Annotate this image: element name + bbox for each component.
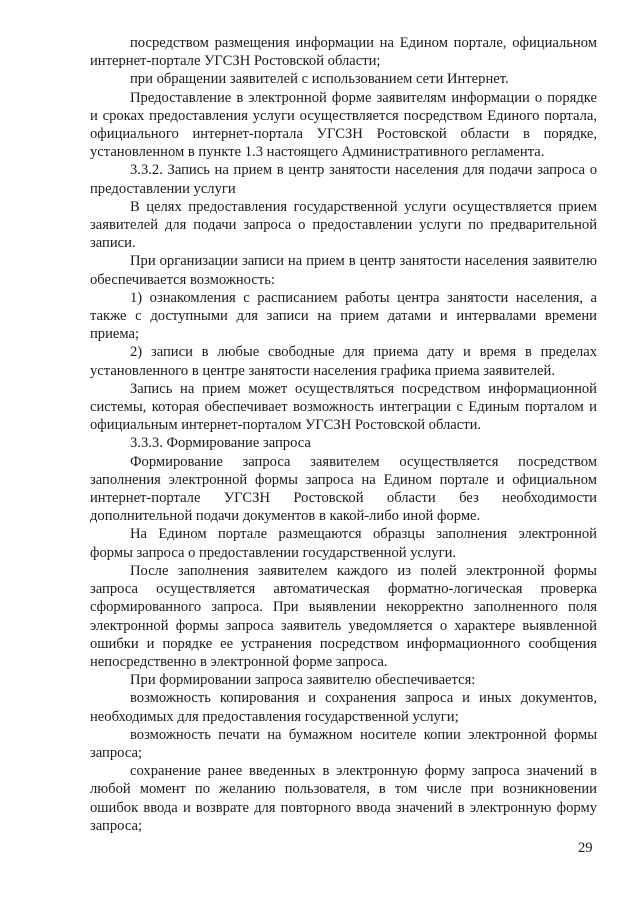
paragraph: На Едином портале размещаются образцы заполнения электронной формы запроса о предоставлении государственной услуги. [90,526,597,561]
list-item: 2) записи в любые свободные для приема дату и время в пределах установленного в центре занятости населения графика приема заявителей. [90,344,597,379]
section-heading: 3.3.2. Запись на прием в центр занятости населения для подачи запроса о предоставлении услуги [90,162,597,197]
paragraph: В целях предоставления государственной услуги осуществляется прием заявителей для подачи запроса о предоставлении услуги по предварительной записи. [90,198,597,252]
list-item: сохранение ранее введенных в электронную форму запроса значений в любой момент по желанию пользователя, в том числе при возникновении ошибок ввода и возврате для повторного ввода значений в электронную форму запроса; [90,763,597,834]
paragraph: посредством размещения информации на Едином портале, официальном интернет-портале УГСЗН Ростовской области; [90,35,597,70]
paragraph: Запись на прием может осуществляться посредством информационной системы, которая обеспечивает возможность интеграции с Единым порталом и официальным интернет-порталом УГСЗН Ростовской области. [90,380,597,434]
list-item: возможность печати на бумажном носителе копии электронной формы запроса; [90,726,597,761]
list-item: возможность копирования и сохранения запроса и иных документов, необходимых для предоставления государственной услуги; [90,690,597,725]
document-body [90,34,597,835]
paragraph: Формирование запроса заявителем осуществляется посредством заполнения электронной формы запроса на Едином портале и официальном интернет-портале УГСЗН Ростовской области без необходимости дополнительной подачи документов в какой-либо иной форме. [90,453,597,525]
page-number: 29 [578,840,593,856]
paragraph: При формировании запроса заявителю обеспечивается: [130,672,476,689]
paragraph: Предоставление в электронной форме заявителям информации о порядке и сроках предоставления услуги осуществляется посредством Единого портала, официального интернет-портала УГСЗН Ростовской области в порядке, установленном в пункте 1.3 настоящего Административного регламента. [90,89,597,161]
section-heading: 3.3.3. Формирование запроса [130,435,311,452]
paragraph: при обращении заявителей с использованием сети Интернет. [130,71,509,88]
paragraph: После заполнения заявителем каждого из полей электронной формы запроса осуществляется автоматическая форматно-логическая проверка сформированного запроса. При выявлении некорректно заполненного поля электронной формы запроса заявитель уведомляется о характере выявленной ошибки и порядке ее устранения посредством информационного сообщения непосредственно в электронной форме запроса. [90,562,597,670]
list-item: 1) ознакомления с расписанием работы центра занятости населения, а также с доступными для записи на прием датами и интервалами времени приема; [90,289,597,343]
paragraph: При организации записи на прием в центр занятости населения заявителю обеспечивается возможность: [90,253,597,288]
